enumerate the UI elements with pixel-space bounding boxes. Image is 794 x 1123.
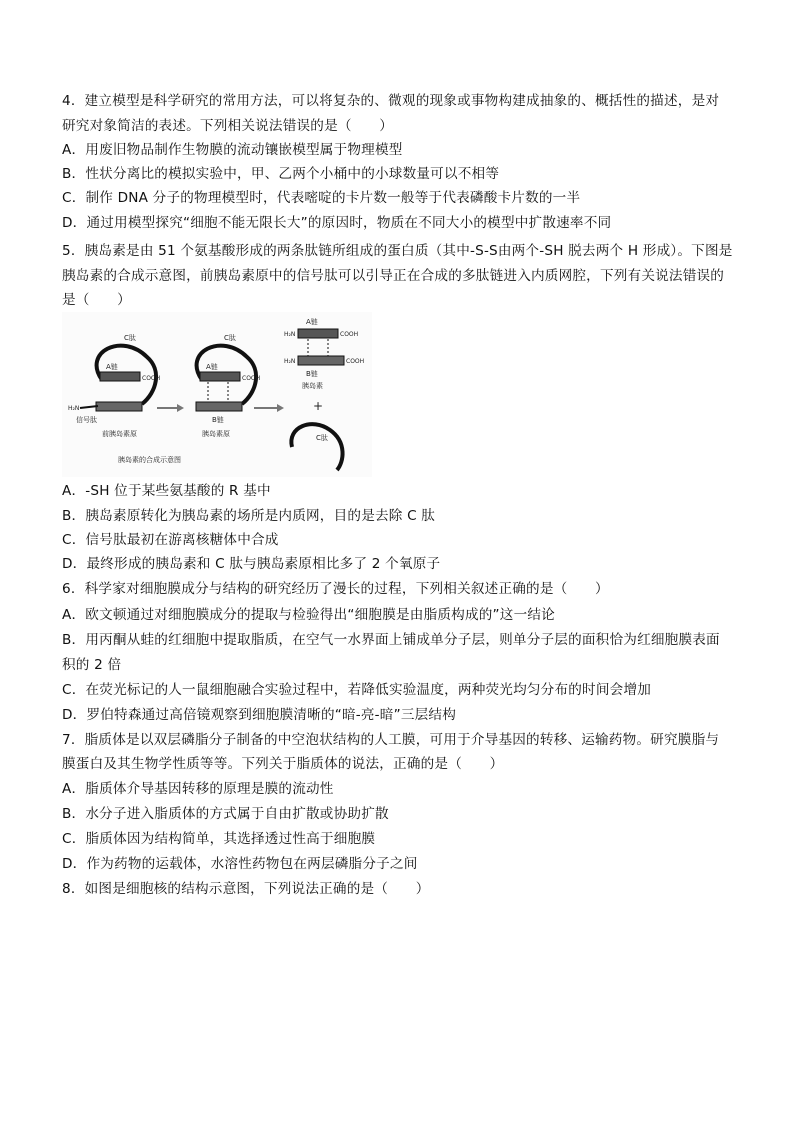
c-peptide-label-3: C肽 [316,434,328,442]
insulin-synthesis-diagram [62,312,372,477]
signal-peptide-label: 信号肽 [76,416,97,424]
preproinsulin-label: 前胰岛素原 [102,430,137,438]
h2n-label-2: H₂N [284,331,296,338]
free-c-peptide [291,424,342,470]
q5-stem-line-2: 胰岛素的合成示意图，前胰岛素原中的信号肽可以引导正在合成的多肽链进入内质网腔，下列有关说法错误的 [62,268,725,284]
a-chain-label-1: A链 [106,363,118,371]
insulin-label: 胰岛素 [302,382,323,390]
h2n-label-3: H₂N [284,358,296,365]
h2n-label-1: H₂N [68,405,80,412]
q4-option-c: C．制作 DNA 分子的物理模型时，代表嘧啶的卡片数一般等于代表磷酸卡片数的一半 [62,190,581,206]
q4-option-a: A．用废旧物品制作生物膜的流动镶嵌模型属于物理模型 [62,142,403,158]
proinsulin-label: 胰岛素原 [202,430,230,438]
a-chain-label-2: A链 [206,363,218,371]
c-peptide-label-2: C肽 [224,334,236,342]
q5-stem-line-1: 5．胰岛素是由 51 个氨基酸形成的两条肽链所组成的蛋白质（其中-S-S由两个-SH 脱去两个 H 形成）。下图是 [62,243,733,259]
c-peptide-label-1: C肽 [124,334,136,342]
a-chain-1 [100,372,140,381]
signal-peptide-line [80,406,98,408]
q8-stem: 8．如图是细胞核的结构示意图，下列说法正确的是（ ） [62,881,430,897]
cooh-label-4: COOH [346,358,365,365]
q4-stem-line-2: 研究对象简洁的表述。下列相关说法错误的是（ ） [62,118,394,134]
q6-option-b-line-1: B．用丙酮从蛙的红细胞中提取脂质，在空气一水界面上铺成单分子层，则单分子层的面积恰为红细胞膜表面 [62,632,720,648]
q4-option-d: D．通过用模型探究“细胞不能无限长大”的原因时，物质在不同大小的模型中扩散速率不同 [62,215,612,231]
q5-option-c: C．信号肽最初在游离核糖体中合成 [62,532,279,548]
insulin-synthesis-figure [62,312,372,477]
q7-option-c: C．脂质体因为结构简单，其选择透过性高于细胞膜 [62,831,376,847]
q7-stem-line-1: 7．脂质体是以双层磷脂分子制备的中空泡状结构的人工膜，可用于介导基因的转移、运输药物。研究膜脂与 [62,732,720,748]
q6-stem: 6．科学家对细胞膜成分与结构的研究经历了漫长的过程，下列相关叙述正确的是（ ） [62,581,609,597]
b-chain-2 [196,402,242,411]
b-chain-1 [96,402,142,411]
cooh-label-2: COOH [242,375,261,382]
b-chain-label-2: B链 [212,416,224,424]
cooh-label-3: COOH [340,331,359,338]
plus-sign: + [313,399,324,413]
b-chain-3 [298,356,344,365]
b-chain-label-3: B链 [306,370,318,378]
q7-option-b: B．水分子进入脂质体的方式属于自由扩散或协助扩散 [62,806,389,822]
cooh-label-1: COOH [142,375,161,382]
q7-option-d: D．作为药物的运载体，水溶性药物包在两层磷脂分子之间 [62,856,418,872]
q6-option-b-line-2: 积的 2 倍 [62,657,122,673]
q5-option-d: D．最终形成的胰岛素和 C 肽与胰岛素原相比多了 2 个氧原子 [62,556,441,572]
arrow-1-head [177,404,184,412]
a-chain-3 [298,329,338,338]
q5-stem-line-3: 是（ ） [62,292,131,308]
a-chain-label-3: A链 [306,318,318,326]
figure-caption: 胰岛素的合成示意图 [118,456,181,464]
q7-stem-line-2: 膜蛋白及其生物学性质等等。下列关于脂质体的说法，正确的是（ ） [62,756,504,772]
q4-option-b: B．性状分离比的模拟实验中，甲、乙两个小桶中的小球数量可以不相等 [62,166,500,182]
arrow-2-head [277,404,284,412]
q6-option-a: A．欧文顿通过对细胞膜成分的提取与检验得出“细胞膜是由脂质构成的”这一结论 [62,607,555,623]
q5-option-b: B．胰岛素原转化为胰岛素的场所是内质网，目的是去除 C 肽 [62,508,436,524]
q5-option-a: A．-SH 位于某些氨基酸的 R 基中 [62,483,271,499]
q6-option-d: D．罗伯特森通过高倍镜观察到细胞膜清晰的“暗-亮-暗”三层结构 [62,707,456,723]
a-chain-2 [200,372,240,381]
q7-option-a: A．脂质体介导基因转移的原理是膜的流动性 [62,781,334,797]
q6-option-c: C．在荧光标记的人一鼠细胞融合实验过程中，若降低实验温度，两种荧光均匀分布的时间会增加 [62,682,652,698]
q4-stem-line-1: 4．建立模型是科学研究的常用方法，可以将复杂的、微观的现象或事物构建成抽象的、概括性的描述，是对 [62,93,720,109]
